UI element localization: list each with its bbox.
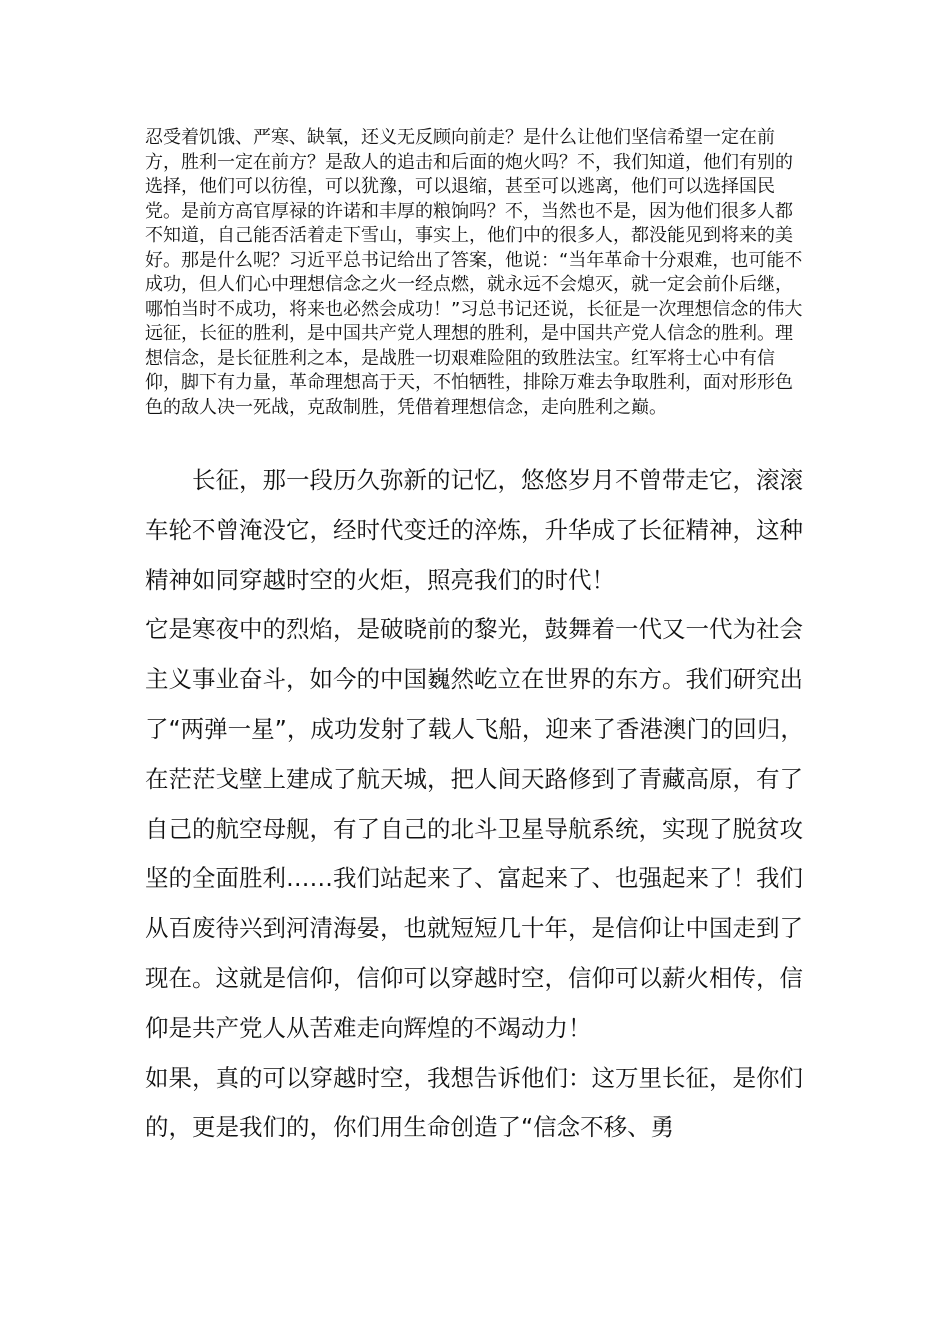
paragraph-faith-achievements: 它是寒夜中的烈焰，是破晓前的黎光，鼓舞着一代又一代为社会主义事业奋斗，如今的中国巍然屹立在世界的东方。我们研究出了“两弹一星”，成功发射了载人飞船，迎来了香港澳门的回归，在茫茫戈壁上建成了航天城，把人间天路修到了青藏高原，有了自己的航空母舰，有了自己的北斗卫星导航系统，实现了脱贫攻坚的全面胜利……我们站起来了、富起来了、也强起来了！我们从百废待兴到河清海晏，也就短短几十年，是信仰让中国走到了现在。这就是信仰，信仰可以穿越时空，信仰可以薪火相传，信仰是共产党人从苦难走向辉煌的不竭动力！ [145,615,804,1042]
body-text-block [145,456,810,1153]
paragraph-long-march-memory: 长征，那一段历久弥新的记忆，悠悠岁月不曾带走它，滚滚车轮不曾淹没它，经时代变迁的淬炼，升华成了长征精神，这种精神如同穿越时空的火炬，照亮我们的时代！ [145,466,803,594]
paragraph-small-text: 忍受着饥饿、严寒、缺氧，还义无反顾向前走？是什么让他们坚信希望一定在前方，胜利一定在前方？是敌人的追击和后面的炮火吗？不，我们知道，他们有别的选择，他们可以彷徨，可以犹豫，可以退缩，甚至可以逃离，他们可以选择国民党。是前方高官厚禄的许诺和丰厚的粮饷吗？不，当然也不是，因为他们很多人都不知道，自己能否活着走下雪山，事实上，他们中的很多人，都没能见到将来的美好。那是什么呢？习近平总书记给出了答案，他说：“当年革命十分艰难，也可能不成功，但人们心中理想信念之火一经点燃，就永远不会熄灭，就一定会前仆后继，哪怕当时不成功，将来也必然会成功！”习总书记还说，长征是一次理想信念的伟大远征，长征的胜利，是中国共产党人理想的胜利，是中国共产党人信念的胜利。理想信念，是长征胜利之本，是战胜一切艰难险阻的致胜法宝。红军将士心中有信仰，脚下有力量，革命理想高于天，不怕牺牲，排除万难去争取胜利，面对形形色色的敌人决一死战，克敌制胜，凭借着理想信念，走向胜利之巅。 [145,127,803,418]
paragraph-if-time-travel: 如果，真的可以穿越时空，我想告诉他们：这万里长征，是你们的，更是我们的，你们用生命创造了“信念不移、勇 [145,1063,803,1142]
